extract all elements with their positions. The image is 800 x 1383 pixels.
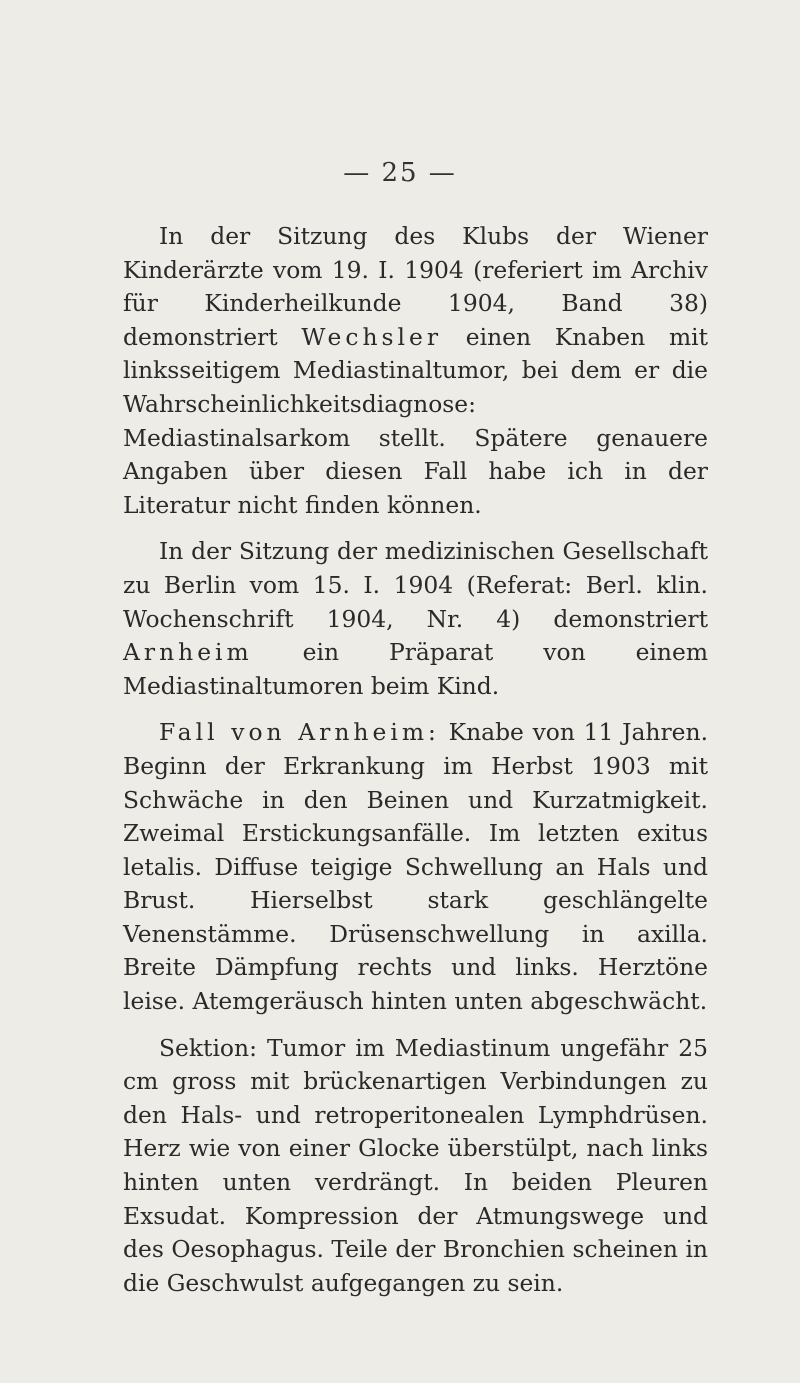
paragraph-2: [123, 535, 708, 703]
author-name-arnheim: Arnheim: [123, 638, 253, 667]
paragraph-1-text: In der Sitzung des Klubs der Wiener Kinderärzte vom 19. I. 1904 (referiert im Archiv für Kinderheilkunde 1904, Band 38) demonstriert: [123, 222, 708, 351]
paragraph-3-text: Knabe von 11 Jahren. Beginn der Erkrankung im Herbst 1903 mit Schwäche in den Beinen und Kurzatmigkeit. Zweimal Erstickungsanfälle. Im letzten exitus letalis. Diffuse teigige Schwellung an Hals und Brust. Hierselbst stark geschlängelte Venenstämme. Drüsenschwellung in axilla. Breite Dämpfung rechts und links. Herztöne leise. Atemgeräusch hinten unten abgeschwächt.: [123, 718, 709, 1016]
paragraph-3: [123, 716, 708, 1018]
page-number: — 25 —: [343, 158, 457, 188]
body-text: [123, 220, 708, 1313]
paragraph-2-text: In der Sitzung der medizinischen Gesellschaft zu Berlin vom 15. I. 1904 (Referat: Berl. klin. Wochenschrift 1904, Nr. 4) demonstriert: [123, 537, 708, 633]
paragraph-2-text-after: ein Präparat von einem Mediastinaltumoren beim Kind.: [123, 638, 708, 700]
case-heading: Fall von Arnheim:: [159, 718, 440, 747]
paragraph-1-text-after: einen Knaben mit linksseitigem Mediastinaltumor, bei dem er die Wahrscheinlichkeitsdiagnose: Mediastinalsarkom stellt. Spätere genauere Angaben über diesen Fall habe ich in der Literatur nicht finden können.: [123, 322, 709, 519]
paragraph-1: [123, 220, 708, 522]
paragraph-4: [123, 1032, 708, 1301]
paragraph-4-text: Sektion: Tumor im Mediastinum ungefähr 25 cm gross mit brückenartigen Verbindungen zu den Hals- und retroperitonealen Lymphdrüsen. Herz wie von einer Glocke überstülpt, nach links hinten unten verdrängt. In beiden Pleuren Exsudat. Kompression der Atmungswege und des Oesophagus. Teile der Bronchien scheinen in die Geschwulst aufgegangen zu sein.: [123, 1033, 708, 1297]
author-name-wechsler: Wechsler: [301, 322, 443, 351]
